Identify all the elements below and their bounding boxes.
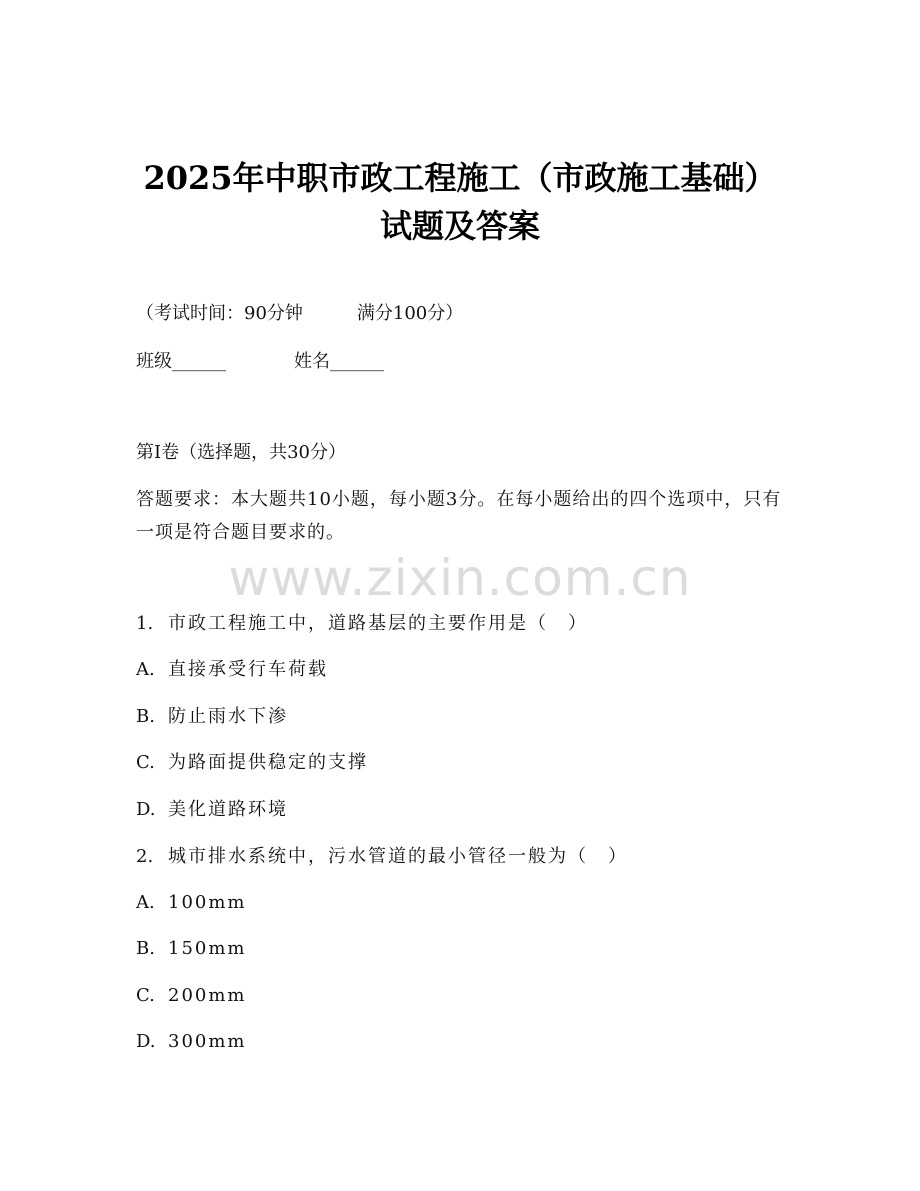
question-1-option-c: [136, 751, 368, 775]
question-2-option-a: [136, 891, 247, 915]
document-title-line-2: 试题及答案: [379, 207, 540, 245]
question-2-option-d: [136, 1030, 247, 1054]
option-text: 200mm: [168, 985, 247, 1006]
option-text: 100mm: [168, 892, 247, 913]
question-number: 1.: [136, 613, 154, 634]
question-number: 2.: [136, 846, 154, 867]
option-text: 直接承受行车荷载: [168, 659, 328, 680]
question-1: [136, 612, 588, 636]
watermark: www.zixin.com.cn: [228, 549, 692, 607]
class-field-label: 班级______: [136, 351, 226, 372]
option-letter: D.: [136, 1031, 156, 1052]
option-text: 美化道路环境: [168, 799, 288, 820]
option-letter: D.: [136, 799, 156, 820]
option-letter: C.: [136, 752, 155, 773]
question-2-option-c: [136, 984, 247, 1008]
option-text: 为路面提供稳定的支撑: [168, 752, 368, 773]
question-1-option-a: [136, 658, 328, 682]
option-letter: B.: [136, 938, 155, 959]
exam-info: （考试时间：90分钟 满分100分）: [136, 303, 464, 324]
option-letter: C.: [136, 985, 155, 1006]
question-text: 市政工程施工中，道路基层的主要作用是（ ）: [168, 613, 588, 634]
question-2-option-b: [136, 937, 247, 961]
name-field-label: 姓名______: [294, 351, 384, 372]
section-title: 第Ⅰ卷（选择题，共30分）: [136, 442, 347, 463]
option-text: 300mm: [168, 1031, 247, 1052]
question-text: 城市排水系统中，污水管道的最小管径一般为（ ）: [168, 846, 628, 867]
option-letter: A.: [136, 892, 155, 913]
question-2: [136, 845, 628, 869]
document-title-line-1: 2025年中职市政工程施工（市政施工基础）: [143, 159, 777, 197]
option-text: 防止雨水下渗: [168, 706, 288, 727]
question-1-option-b: [136, 705, 288, 729]
option-letter: B.: [136, 706, 155, 727]
option-letter: A.: [136, 659, 155, 680]
option-text: 150mm: [168, 938, 247, 959]
question-1-option-d: [136, 798, 288, 822]
instructions-text: 答题要求：本大题共10小题，每小题3分。在每小题给出的四个选项中，只有一项是符合题目要求的。: [136, 489, 782, 543]
